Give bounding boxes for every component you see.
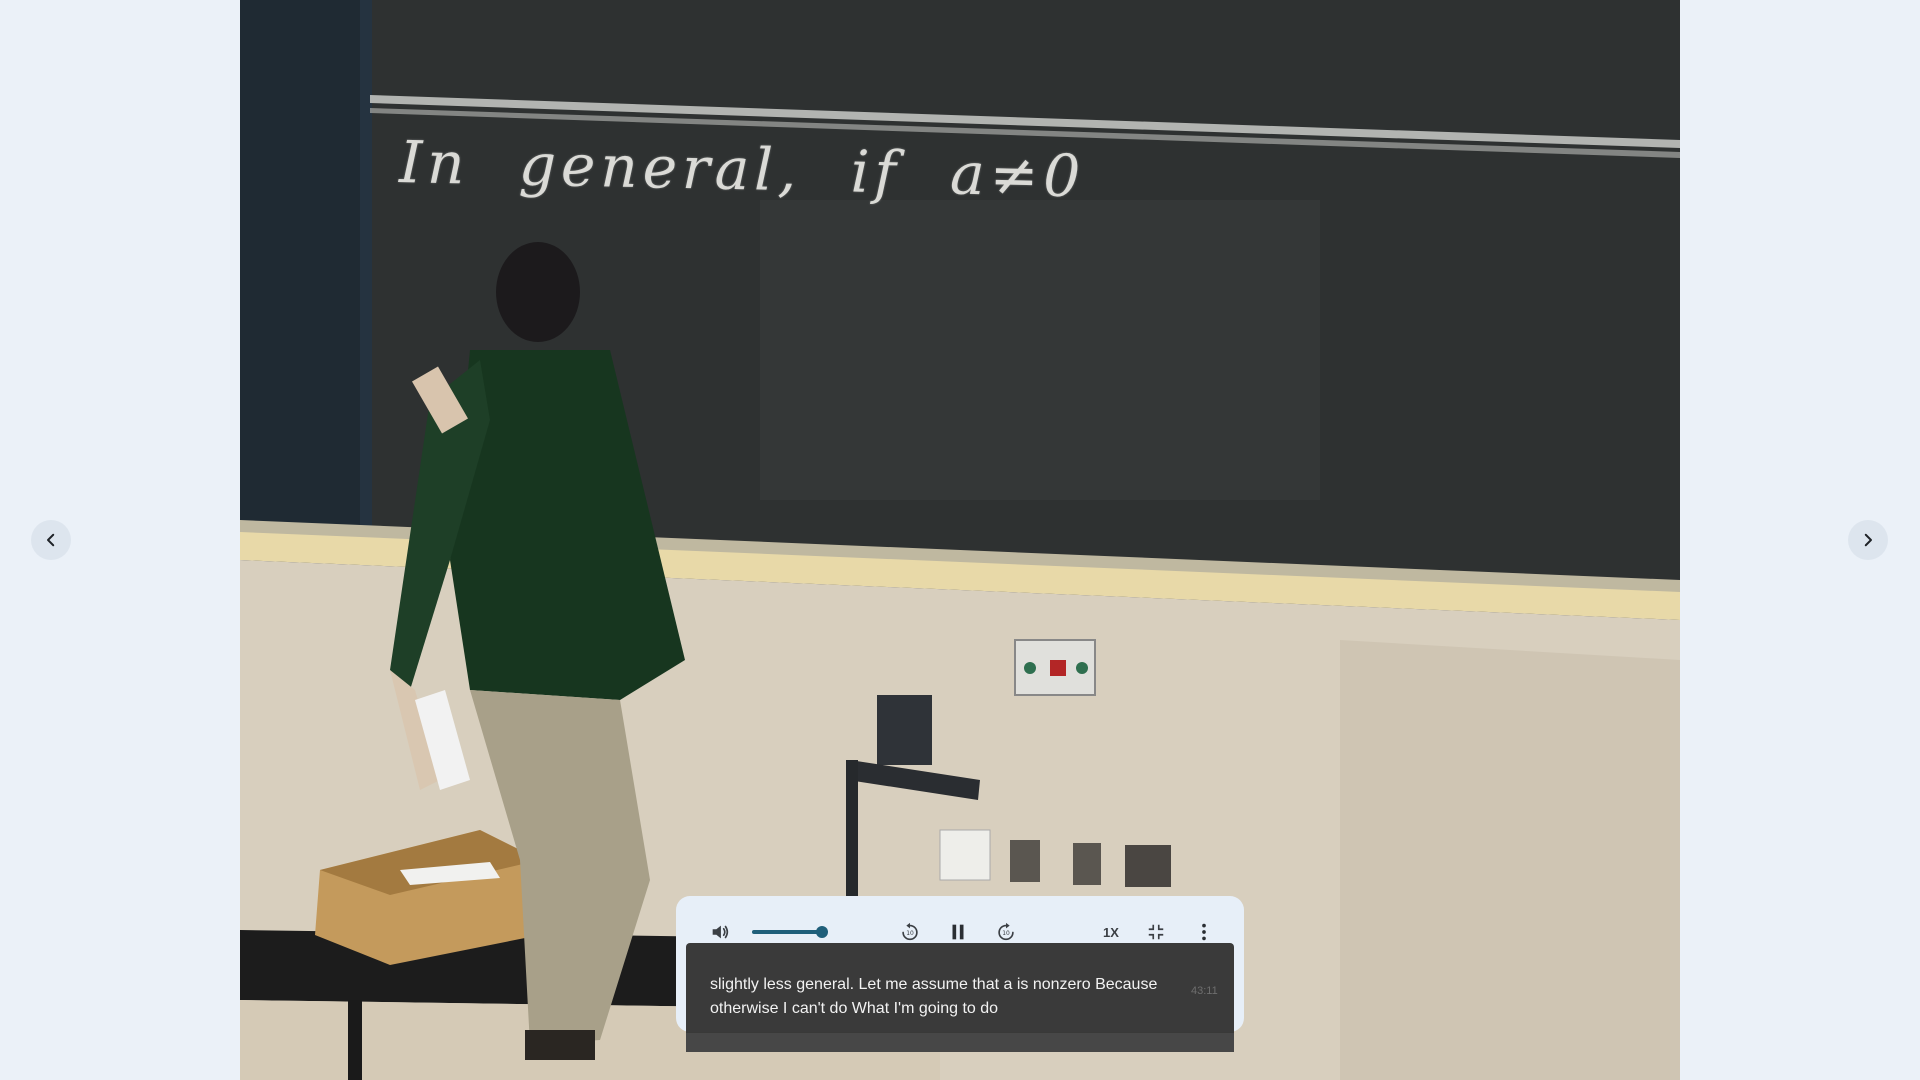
chevron-right-icon bbox=[1859, 531, 1877, 549]
volume-icon bbox=[709, 921, 731, 943]
caption-bottom-bar bbox=[686, 1033, 1234, 1052]
svg-text:10: 10 bbox=[1002, 930, 1010, 938]
fullscreen-exit-icon bbox=[1145, 921, 1167, 943]
replay-10-icon bbox=[899, 921, 921, 943]
svg-text:10: 10 bbox=[906, 930, 914, 938]
pause-icon bbox=[947, 921, 969, 943]
next-button[interactable] bbox=[1848, 520, 1888, 560]
previous-button[interactable] bbox=[31, 520, 71, 560]
volume-slider-thumb[interactable] bbox=[816, 926, 828, 938]
caption-text: slightly less general. Let me assume that a is nonzero Because otherwise I can't do What I'm going to do bbox=[710, 976, 1158, 1017]
caption-overlay bbox=[686, 943, 1234, 1052]
caption-timestamp: 43:11 bbox=[1191, 985, 1218, 997]
forward-10-icon bbox=[995, 921, 1017, 943]
chalkboard-writing: In general, if a≠0 bbox=[398, 128, 1086, 211]
more-vert-icon bbox=[1193, 921, 1215, 943]
chevron-left-icon bbox=[42, 531, 60, 549]
playback-speed-button[interactable]: 1X bbox=[1103, 924, 1119, 940]
volume-slider-track[interactable] bbox=[752, 930, 824, 934]
